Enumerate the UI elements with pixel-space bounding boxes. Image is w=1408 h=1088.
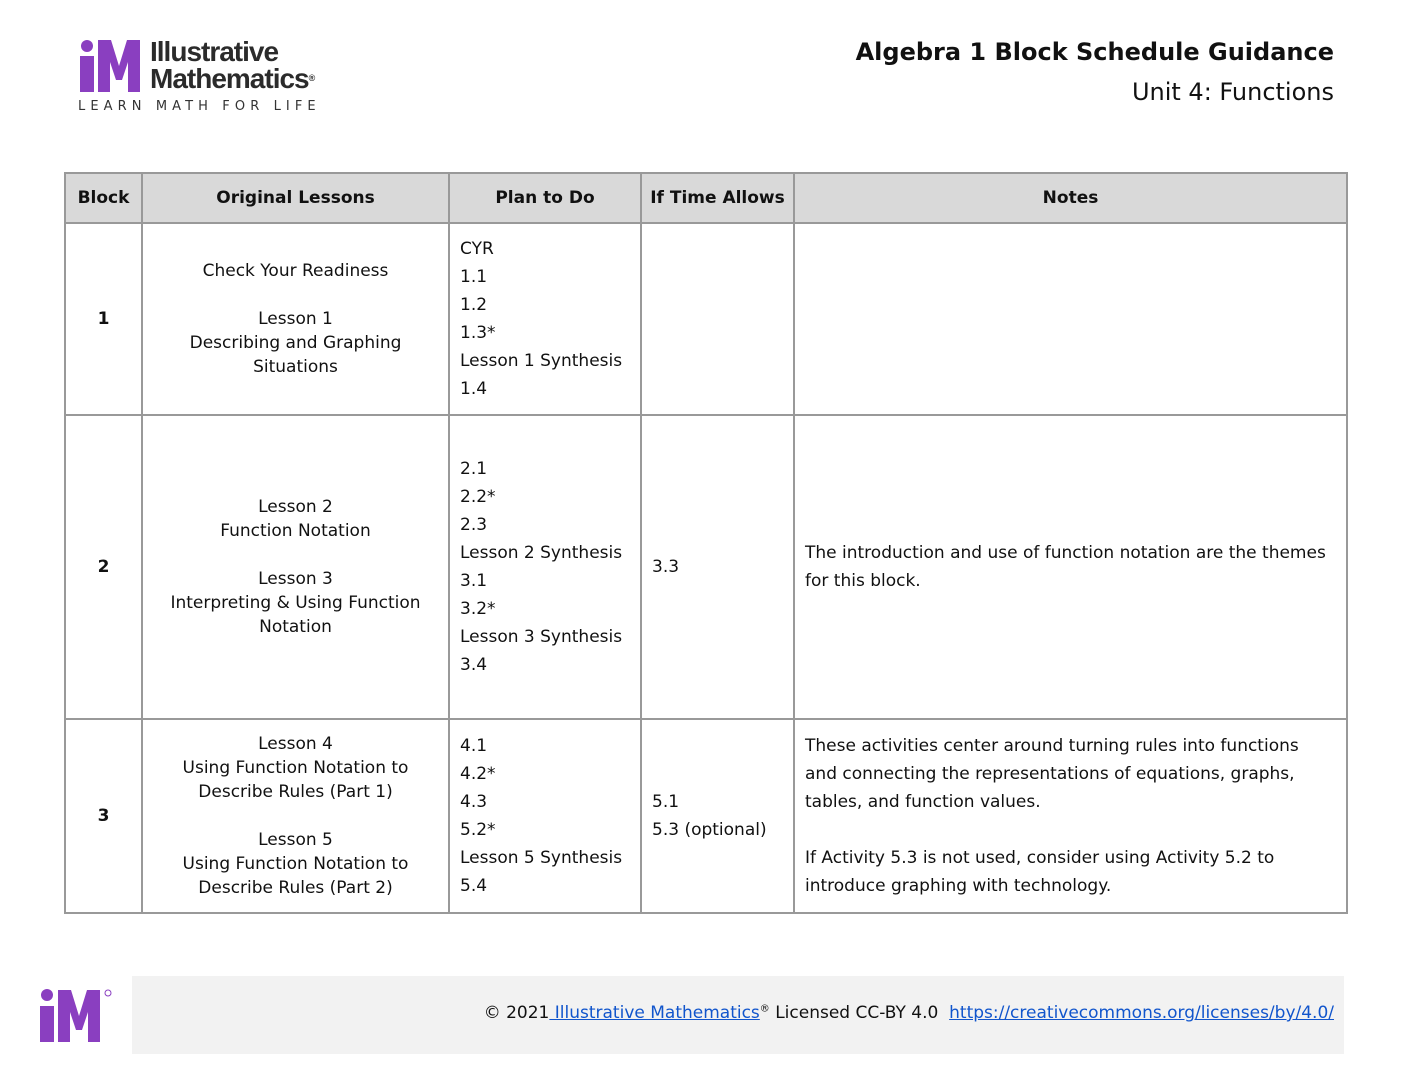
table-row (65, 719, 1347, 913)
if-time-item: 5.1 (652, 792, 680, 812)
block-number: 3 (65, 719, 142, 913)
plan-item: 3.1 (460, 571, 488, 591)
lesson-text: Function Notation (220, 521, 371, 541)
lesson-text: Situations (253, 357, 338, 377)
plan-item: 4.3 (460, 792, 488, 812)
plan-item: 3.2* (460, 599, 496, 619)
lesson-text: Notation (259, 617, 332, 637)
lesson-text: Using Function Notation to (182, 854, 409, 874)
lesson-text: Lesson 1 (258, 309, 333, 329)
license-text: Licensed CC-BY 4.0 (769, 1003, 950, 1023)
plan-item: 4.2* (460, 764, 496, 784)
table-row (65, 223, 1347, 415)
spacer (153, 804, 438, 828)
notes-cell (794, 223, 1347, 415)
if-time-allows-cell (641, 719, 794, 913)
footer-bar (132, 976, 1344, 1054)
plan-item: Lesson 5 Synthesis (460, 848, 623, 868)
notes-text: These activities center around turning rules into functions and connecting the representations of equations, graphs, tables, and function values. (805, 736, 1299, 812)
plan-item: 3.4 (460, 655, 488, 675)
registered-mark: ® (759, 1003, 770, 1015)
plan-item: 2.3 (460, 515, 488, 535)
im-logo-icon (78, 40, 142, 92)
logo-tagline: LEARN MATH FOR LIFE (78, 99, 321, 114)
plan-item: 2.2* (460, 487, 496, 507)
lesson-text: Using Function Notation to (182, 758, 409, 778)
lesson-text: Lesson 3 (258, 569, 333, 589)
lesson-text: Interpreting & Using Function (170, 593, 421, 613)
if-time-allows-cell (641, 223, 794, 415)
notes-text: If Activity 5.3 is not used, consider using Activity 5.2 to introduce graphing with technology. (805, 848, 1275, 896)
plan-item: Lesson 3 Synthesis (460, 627, 623, 647)
plan-item: CYR (460, 239, 494, 259)
plan-to-do-cell (449, 719, 641, 913)
im-footer-logo-icon (38, 988, 114, 1044)
plan-item: 5.4 (460, 876, 488, 896)
block-number: 2 (65, 415, 142, 719)
if-time-allows-cell (641, 415, 794, 719)
lesson-text: Describe Rules (Part 2) (198, 878, 393, 898)
document-subtitle: Unit 4: Functions (1131, 78, 1334, 106)
plan-item: 1.1 (460, 267, 488, 287)
plan-item: Lesson 2 Synthesis (460, 543, 623, 563)
original-lessons-cell (142, 415, 449, 719)
column-header-if-time-allows: If Time Allows (641, 173, 794, 223)
block-schedule-table (64, 172, 1348, 914)
illustrative-mathematics-link[interactable]: Illustrative Mathematics (549, 1003, 760, 1023)
lesson-text: Check Your Readiness (202, 261, 389, 281)
notes-text: The introduction and use of function notation are the themes for this block. (805, 543, 1326, 591)
plan-item: 1.3* (460, 323, 496, 343)
column-header-block: Block (65, 173, 142, 223)
footer-text (484, 1003, 1334, 1023)
plan-item: 1.4 (460, 379, 488, 399)
logo-wordmark (150, 38, 315, 92)
column-header-plan-to-do: Plan to Do (449, 173, 641, 223)
logo-line2: Mathematics (150, 63, 309, 94)
spacer (805, 816, 1336, 844)
plan-item: 5.2* (460, 820, 496, 840)
plan-item: 4.1 (460, 736, 488, 756)
block-number: 1 (65, 223, 142, 415)
column-header-original-lessons: Original Lessons (142, 173, 449, 223)
copyright-text: © 2021 (483, 1003, 550, 1023)
notes-cell (794, 415, 1347, 719)
notes-cell (794, 719, 1347, 913)
lesson-text: Lesson 2 (258, 497, 333, 517)
lesson-text: Describe Rules (Part 1) (198, 782, 393, 802)
plan-item: Lesson 1 Synthesis (460, 351, 623, 371)
spacer (153, 283, 438, 307)
lesson-text: Lesson 5 (258, 830, 333, 850)
plan-to-do-cell (449, 415, 641, 719)
column-header-notes: Notes (794, 173, 1347, 223)
original-lessons-cell (142, 223, 449, 415)
logo-line1: Illustrative (150, 36, 279, 67)
table-header-row (65, 173, 1347, 223)
if-time-item: 3.3 (652, 557, 680, 577)
spacer (153, 543, 438, 567)
original-lessons-cell (142, 719, 449, 913)
logo-registered: ® (308, 73, 316, 83)
document-title: Algebra 1 Block Schedule Guidance (855, 38, 1334, 66)
plan-to-do-cell (449, 223, 641, 415)
illustrative-mathematics-logo (78, 36, 348, 120)
lesson-text: Lesson 4 (258, 734, 333, 754)
license-url-link[interactable]: https://creativecommons.org/licenses/by/4.0/ (949, 1003, 1334, 1023)
lesson-text: Describing and Graphing (189, 333, 402, 353)
plan-item: 2.1 (460, 459, 488, 479)
if-time-item: 5.3 (optional) (652, 820, 767, 840)
table-row (65, 415, 1347, 719)
plan-item: 1.2 (460, 295, 488, 315)
